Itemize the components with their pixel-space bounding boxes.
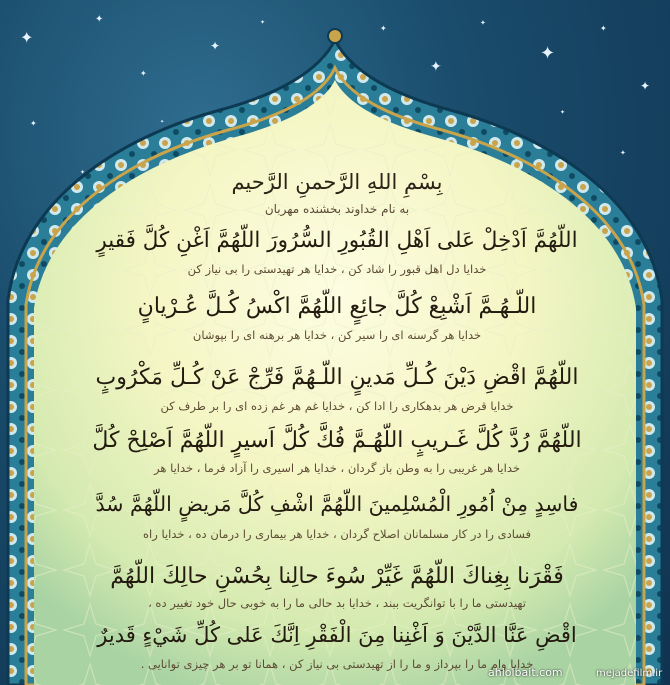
sparkle-icon: ✦ bbox=[30, 119, 37, 128]
sparkle-icon: ✦ bbox=[640, 79, 651, 93]
persian-line-4: خدایا هر غریبی را به وطن باز گردان ، خدایا هر اسیری را آزاد فرما ، خدایا هر bbox=[154, 461, 520, 475]
arabic-line-7: اقْضِ عَنَّا الدَّيْنَ وَ اَغْنِنا مِنَ الْفَقْرِ اِنَّكَ عَلى كُلِّ شَيْءٍ قَديرٌ bbox=[97, 623, 577, 647]
sparkle-icon: ✦ bbox=[620, 149, 626, 157]
sparkle-icon: ✦ bbox=[160, 119, 165, 125]
sparkle-icon: ✦ bbox=[95, 14, 104, 25]
sparkle-icon: ✦ bbox=[260, 19, 266, 26]
prayer-text-block bbox=[92, 170, 582, 685]
arabic-line-3: اللّهُمَّ اقْضِ دَيْنَ كُـلِّ مَدينٍ اللّـهُمَّ فَرِّجْ عَنْ كُـلِّ مَكْرُوبٍ bbox=[95, 365, 579, 390]
sparkle-icon: ✦ bbox=[380, 24, 387, 33]
arabic-line-4: اللّهُمَّ رُدَّ كُلَّ غَـريبٍ اللّهُـمَّ فُكَّ كُلَّ اَسيرٍ اللّهُمَّ اَصْلِحْ كُلَّ bbox=[92, 428, 582, 453]
sparkle-icon: ✦ bbox=[20, 28, 34, 47]
basmala-translation: به نام خداوند بخشنده مهربان bbox=[264, 202, 410, 216]
persian-line-6: تهیدستی ما را با توانگریت ببند ، خدایا بد حالی ما را به خوبی حال خود تغییر ده ، bbox=[148, 596, 526, 610]
arabic-line-6: فَقْرَنا بِغِناكَ اللّهُمَّ غَيِّرْ سُوءَ حالِنا بِحُسْنِ حالِكَ اللّهُمَّ bbox=[110, 564, 564, 589]
sparkle-icon: ✦ bbox=[80, 169, 86, 176]
sparkle-icon: ✦ bbox=[600, 24, 607, 33]
sparkle-icon: ✦ bbox=[140, 69, 147, 78]
arabic-line-2: اللّـهُـمَّ اَشْبِعْ كُلَّ جائِعٍ اللّهُمَّ اكْسُ كُـلَّ عُـرْيانٍ bbox=[137, 294, 537, 319]
sparkle-icon: ✦ bbox=[560, 109, 566, 116]
watermark-text: ahlolbait.com bbox=[488, 666, 563, 679]
persian-line-5: فسادی را در کار مسلمانان اصلاح گردان ، خدایا هر بیماری را درمان ده ، خدایا راه bbox=[143, 527, 531, 541]
persian-line-1: خدایا دل اهل قبور را شاد کن ، خدایا هر تهیدستی را بی نیاز کن bbox=[187, 262, 487, 276]
arabic-line-5: فاسِدٍ مِنْ اُمُورِ الْمُسْلِمينَ اللّهُمَّ اشْفِ كُلَّ مَريضٍ اللّهُمَّ سُدَّ bbox=[95, 492, 579, 516]
sparkle-icon: ✦ bbox=[480, 19, 486, 27]
persian-line-7: خدایا وام ما را بپرداز و ما را از تهیدستی بی نیاز کن ، همانا تو بر هر چیزی توانایی . bbox=[140, 657, 534, 671]
arch-finial-icon bbox=[328, 29, 342, 43]
site-watermark: mejadefilm.ir bbox=[596, 668, 663, 679]
sparkle-icon: ✦ bbox=[540, 43, 556, 64]
sparkle-icon: ✦ bbox=[210, 39, 221, 53]
sparkle-icon: ✦ bbox=[430, 59, 442, 75]
basmala-title: بِسْمِ اللهِ الرَّحمنِ الرَّحیم bbox=[231, 170, 443, 194]
persian-line-2: خدایا هر گرسنه ای را سیر کن ، خدایا هر برهنه ای را بپوشان bbox=[192, 328, 482, 342]
arabic-line-1: اللّهُمَّ اَدْخِلْ عَلى اَهْلِ القُبُورِ السُّرُورَ اللّهُمَّ اَغْنِ كُلَّ فَقيرٍ bbox=[96, 228, 578, 253]
persian-line-3: خدایا قرض هر بدهکاری را ادا کن ، خدایا غم هر غم زده ای را بر طرف کن bbox=[160, 399, 514, 413]
